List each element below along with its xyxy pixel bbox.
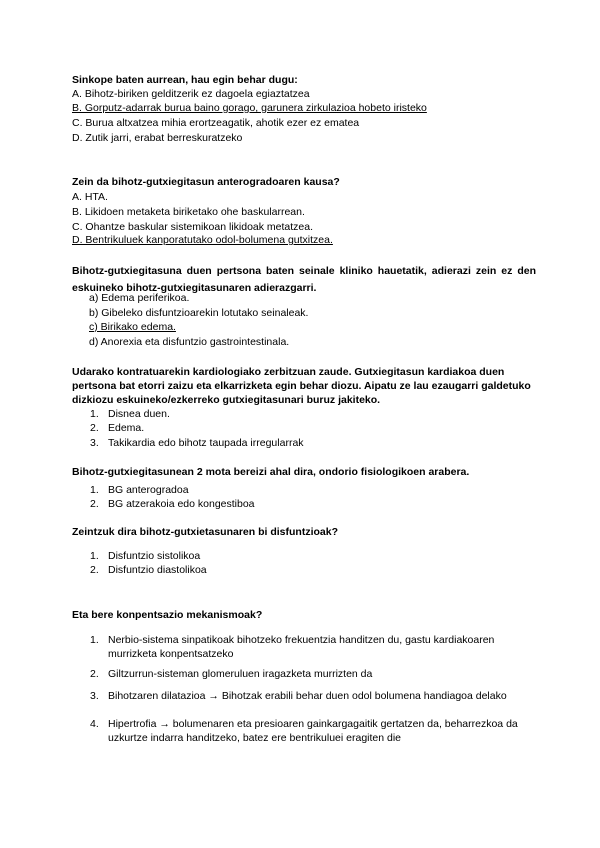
q6-title: Zeintzuk dira bihotz-gutxietasunaren bi disfuntzioak? <box>72 526 339 538</box>
q1-option-a: A. Bihotz-biriken gelditzerik ez dagoela egiaztatzea <box>72 88 310 100</box>
q7-item-number: 2. <box>90 668 99 680</box>
q4-item-number: 2. <box>90 422 99 434</box>
q6-item-number: 2. <box>90 564 99 576</box>
q3-title: Bihotz-gutxiegitasuna duen pertsona baten seinale kliniko hauetatik, adierazi zein ez den eskuineko bihotz-gutxiegitasunaren adierazgarri. <box>72 265 536 294</box>
q6-item: Disfuntzio sistolikoa <box>108 550 201 562</box>
q5-title: Bihotz-gutxiegitasunean 2 mota bereizi ahal dira, ondorio fisiologikoen arabera. <box>72 466 470 478</box>
q4-item-number: 3. <box>90 437 99 449</box>
q6-item-number: 1. <box>90 550 99 562</box>
q1-option-b-answer: B. Gorputz-adarrak burua baino gorago, garunera zirkulazioa hobeto iristeko <box>72 102 427 114</box>
q7-item: Giltzurrun-sisteman glomeruluen iragazketa murrizten da <box>108 668 373 680</box>
q3-option-b: b) Gibeleko disfuntzioarekin lotutako seinaleak. <box>89 307 309 319</box>
q1-option-d: D. Zutik jarri, erabat berreskuratzeko <box>72 132 243 144</box>
q1-title: Sinkope baten aurrean, hau egin behar dugu: <box>72 74 298 86</box>
q5-item-number: 2. <box>90 498 99 510</box>
q7-item-number: 1. <box>90 634 99 646</box>
q7-title: Eta bere konpentsazio mekanismoak? <box>72 609 263 621</box>
q4-item-number: 1. <box>90 408 99 420</box>
q7-item: Bihotzaren dilatazioa → Bihotzak erabili behar duen odol bolumena handiagoa delako <box>108 690 507 702</box>
q2-option-c: C. Ohantze baskular sistemikoan likidoak metatzea. <box>72 221 314 233</box>
q7-item: Nerbio-sistema sinpatikoak bihotzeko frekuentzia handitzen du, gastu kardiakoaren murrizketa konpentsatzeko <box>108 634 495 660</box>
q7-item-number: 4. <box>90 718 99 730</box>
q4-item: Disnea duen. <box>108 408 170 420</box>
q7-item-number: 3. <box>90 690 99 702</box>
q6-item: Disfuntzio diastolikoa <box>108 564 207 576</box>
q2-option-b: B. Likidoen metaketa biriketako ohe baskularrean. <box>72 206 305 218</box>
q3-option-d: d) Anorexia eta disfuntzio gastrointestinala. <box>89 336 290 348</box>
q3-option-c-answer: c) Birikako edema. <box>89 321 176 333</box>
q3-option-a: a) Edema periferikoa. <box>89 292 190 304</box>
q2-option-a: A. HTA. <box>72 191 108 203</box>
q5-item: BG anterogradoa <box>108 484 189 496</box>
q5-item: BG atzerakoia edo kongestiboa <box>108 498 255 510</box>
q4-title: Udarako kontratuarekin kardiologiako zerbitzuan zaude. Gutxiegitasun kardiakoa duen pertsona bat etorri zaizu eta elkarrizketa egin behar diozu. Aipatu ze lau ezaugarri galdetuko dizkiozu eskuineko/ezkerreko gutxiegitasunari buruz jakiteko. <box>72 366 531 406</box>
q2-title: Zein da bihotz-gutxiegitasun anterogradoaren kausa? <box>72 176 340 188</box>
q1-option-c: C. Burua altxatzea mihia erortzeagatik, ahotik ezer ez ematea <box>72 117 360 129</box>
q4-item: Takikardia edo bihotz taupada irregularrak <box>108 437 304 449</box>
q4-item: Edema. <box>108 422 145 434</box>
q7-item: Hipertrofia → bolumenaren eta presioaren gainkargagaitik gertatzen da, beharrezkoa da uzkurtze indarra handitzeko, batez ere bentrikuluei eragiten die <box>108 718 518 744</box>
q5-item-number: 1. <box>90 484 99 496</box>
q2-option-d-answer: D. Bentrikuluek kanporatutako odol-bolumena gutxitzea. <box>72 234 333 246</box>
